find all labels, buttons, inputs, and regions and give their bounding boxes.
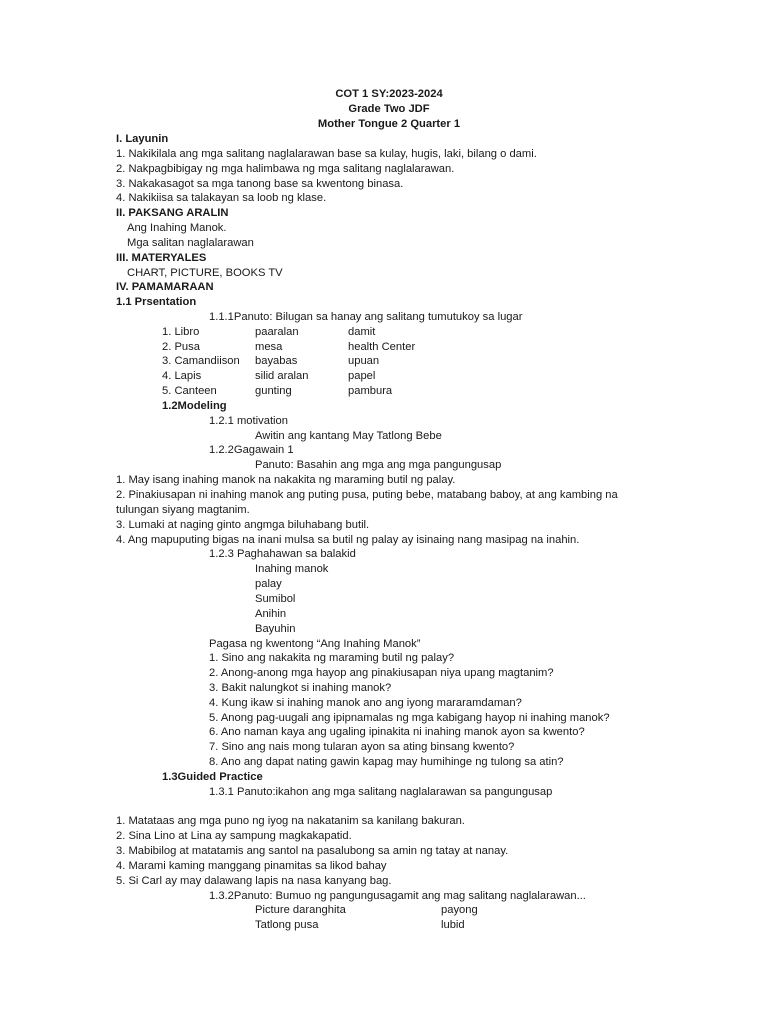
paksang-aralin-item: Mga salitan naglalarawan [127,237,254,249]
materyales-item: CHART, PICTURE, BOOKS TV [127,267,283,279]
word-cell: bayabas [255,355,298,367]
question-item: 5. Anong pag-uugali ang ipipnamalas ng mga kabigang hayop ni inahing manok? [209,712,610,724]
word-cell: paaralan [255,326,299,338]
vocab-word: palay [255,578,282,590]
picture-cell: Tatlong pusa [255,919,319,931]
picture-cell: payong [441,904,478,916]
doc-title-line-1: COT 1 SY:2023-2024 [335,88,443,100]
vocab-word: Bayuhin [255,623,296,635]
pagasa-label: Pagasa ng kwentong “Ang Inahing Manok” [209,638,421,650]
word-cell: 2. Pusa [162,341,200,353]
guided-item: 1. Matataas ang mga puno ng iyog na nakatanim sa kanilang bakuran. [116,815,465,827]
word-cell: damit [348,326,376,338]
gagawain-label: 1.2.2Gagawain 1 [209,444,294,456]
picture-cell: Picture daranghita [255,904,346,916]
word-cell: health Center [348,341,416,353]
subheading-presentation: 1.1 Prsentation [116,296,197,308]
sentence-item: 2. Pinakiusapan ni inahing manok ang puting pusa, puting bebe, matabang baboy, at ang kambing na tulungan siyang magtanim. [116,489,618,516]
section-heading-paksang-aralin: II. PAKSANG ARALIN [116,207,229,219]
word-cell: 5. Canteen [162,385,217,397]
word-cell: gunting [255,385,292,397]
word-cell: 1. Libro [162,326,200,338]
section-heading-pamamaraan: IV. PAMAMARAAN [116,281,214,293]
paksang-aralin-item: Ang Inahing Manok. [127,222,227,234]
panuto-111: 1.1.1Panuto: Bilugan sa hanay ang salitang tumutukoy sa lugar [209,311,523,323]
guided-item: 3. Mabibilog at matatamis ang santol na pasalubong sa amin ng tatay at nanay. [116,845,509,857]
word-cell: 3. Camandiison [162,355,240,367]
layunin-item: 2. Nakpagbibigay ng mga halimbawa ng mga salitang naglalarawan. [116,163,455,175]
panuto-131: 1.3.1 Panuto:ikahon ang mga salitang naglalarawan sa pangungusap [209,786,553,798]
word-cell: upuan [348,355,380,367]
question-item: 1. Sino ang nakakita ng maraming butil ng palay? [209,652,455,664]
sentence-item: 3. Lumaki at naging ginto angmga biluhabang butil. [116,519,370,531]
word-cell: mesa [255,341,283,353]
subheading-guided-practice: 1.3Guided Practice [162,771,263,783]
word-cell: 4. Lapis [162,370,202,382]
question-item: 7. Sino ang nais mong tularan ayon sa ating binsang kwento? [209,741,515,753]
sentence-item: 1. May isang inahing manok na nakakita ng maraming butil ng palay. [116,474,456,486]
layunin-item: 4. Nakikiisa sa talakayan sa loob ng klase. [116,192,327,204]
panuto-basahin: Panuto: Basahin ang mga ang mga pangungusap [255,459,502,471]
guided-item: 4. Marami kaming manggang pinamitas sa likod bahay [116,860,387,872]
question-item: 2. Anong-anong mga hayop ang pinakiusapan niya upang magtanim? [209,667,554,679]
vocab-word: Inahing manok [255,563,329,575]
question-item: 4. Kung ikaw si inahing manok ano ang iyong mararamdaman? [209,697,522,709]
vocab-word: Sumibol [255,593,296,605]
doc-title-line-2: Grade Two JDF [348,103,430,115]
vocab-word: Anihin [255,608,287,620]
guided-item: 2. Sina Lino at Lina ay sampung magkakapatid. [116,830,352,842]
word-cell: pambura [348,385,393,397]
guided-item: 5. Si Carl ay may dalawang lapis na nasa kanyang bag. [116,875,392,887]
section-heading-materyales: III. MATERYALES [116,252,207,264]
question-item: 6. Ano naman kaya ang ugaling ipinakita ni inahing manok ayon sa kwento? [209,726,585,738]
panuto-132: 1.3.2Panuto: Bumuo ng pangungusagamit ang mag salitang naglalarawan... [209,890,586,902]
awitin-text: Awitin ang kantang May Tatlong Bebe [255,430,442,442]
motivation-label: 1.2.1 motivation [209,415,288,427]
layunin-item: 3. Nakakasagot sa mga tanong base sa kwentong binasa. [116,178,404,190]
question-item: 8. Ano ang dapat nating gawin kapag may humihinge ng tulong sa atin? [209,756,564,768]
question-item: 3. Bakit nalungkot si inahing manok? [209,682,392,694]
section-heading-layunin: I. Layunin [116,133,169,145]
word-cell: silid aralan [255,370,309,382]
sentence-item: 4. Ang mapuputing bigas na inani mulsa sa butil ng palay ay isinaing nang masipag na inahin. [116,534,580,546]
layunin-item: 1. Nakikilala ang mga salitang naglalarawan base sa kulay, hugis, laki, bilang o dami. [116,148,537,160]
paghahawan-label: 1.2.3 Paghahawan sa balakid [209,548,356,560]
doc-title-line-3: Mother Tongue 2 Quarter 1 [317,118,461,130]
subheading-modeling: 1.2Modeling [162,400,227,412]
word-cell: papel [348,370,376,382]
picture-cell: lubid [441,919,465,931]
